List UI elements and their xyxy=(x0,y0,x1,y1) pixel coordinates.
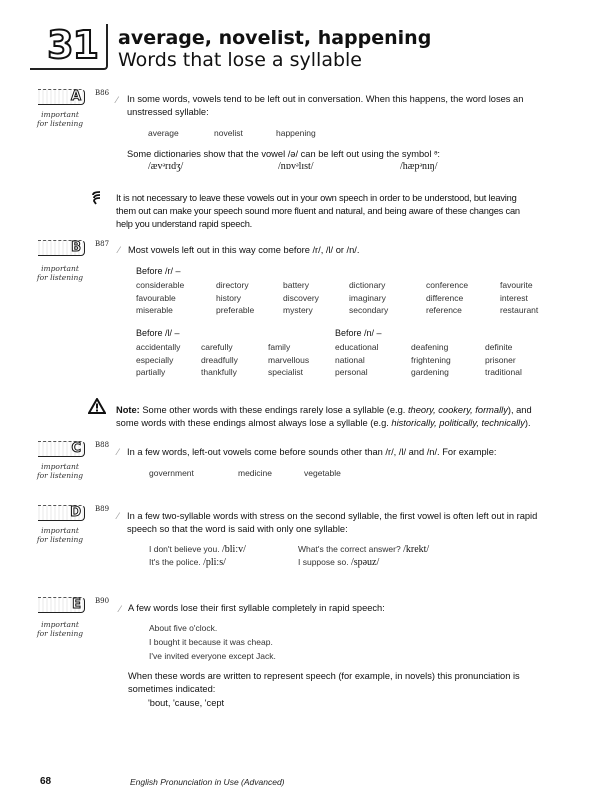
section-d-audio-code: B89 xyxy=(95,505,110,513)
word-cell: conference xyxy=(426,280,469,290)
word-cell: favourite xyxy=(500,280,533,290)
word-cell: considerable xyxy=(136,280,185,290)
section-e-tab xyxy=(38,597,85,613)
table-row xyxy=(136,304,560,317)
section-b-audio-code: B87 xyxy=(95,240,110,248)
word-cell: preferable xyxy=(216,305,255,315)
tip-line: It is not necessary to leave these vowels out in your own speech in order to be understood, but leaving xyxy=(116,193,517,203)
section-b-margin-note xyxy=(22,264,98,282)
section-a-tab xyxy=(38,89,85,105)
section-a-letter: A xyxy=(70,89,81,104)
word-cell: difference xyxy=(426,292,464,303)
example-sentence: I bought it because it was cheap. xyxy=(149,637,273,647)
written-forms: 'bout, 'cause, 'cept xyxy=(148,698,225,708)
section-b-letter: B xyxy=(71,240,81,255)
transcription: /bliːv/ xyxy=(222,544,246,555)
transcription: /pliːs/ xyxy=(203,557,226,568)
unit-title: Words that lose a syllable xyxy=(118,49,362,71)
margin-note-line: for listening xyxy=(36,119,84,128)
section-c-margin-note xyxy=(22,462,98,480)
margin-note-line: for listening xyxy=(36,471,84,480)
intro-line: speech so that the word is said with only one syllable: xyxy=(127,524,348,534)
unit-number-box xyxy=(30,24,108,70)
pointer-icon: ⁄ xyxy=(117,448,119,458)
word-cell: gardening xyxy=(411,367,449,377)
table-row xyxy=(136,366,334,379)
word-cell: accidentally xyxy=(136,342,181,352)
pointer-icon: ⁄ xyxy=(119,605,121,615)
section-b-tab xyxy=(38,240,85,256)
word-cell: especially xyxy=(136,354,174,365)
tip-line: help you understand rapid speech. xyxy=(116,219,253,229)
before-r-table xyxy=(136,279,560,317)
pointer-icon: ⁄ xyxy=(116,96,118,106)
intro-line: In some words, vowels tend to be left out in conversation. When this happens, the word loses an xyxy=(127,94,524,104)
example-sentence: I've invited everyone except Jack. xyxy=(149,651,276,661)
section-a-margin-note xyxy=(22,110,98,128)
note-text xyxy=(116,404,586,430)
written-forms-text xyxy=(128,670,588,696)
section-c-intro: In a few words, left-out vowels come before sounds other than /r/, /l/ and /n/. For example: xyxy=(127,447,497,457)
word-cell: discovery xyxy=(283,292,319,303)
note-line xyxy=(116,404,586,417)
section-e-letter: E xyxy=(72,597,81,612)
word-cell: favourable xyxy=(136,292,176,303)
section-a-intro xyxy=(127,93,567,119)
section-e-audio-code: B90 xyxy=(95,597,110,605)
before-n-table xyxy=(335,341,545,379)
table-row xyxy=(136,292,560,305)
example-sentence xyxy=(298,543,429,556)
section-e-margin-note xyxy=(22,620,98,638)
example-word: government xyxy=(149,468,194,478)
word-cell: traditional xyxy=(485,367,522,377)
note-line xyxy=(116,417,586,430)
transcription: /nɒvᵊlɪst/ xyxy=(278,161,314,172)
example-word: average xyxy=(148,128,179,138)
section-c-letter: C xyxy=(71,441,81,456)
before-n-heading: Before /n/ – xyxy=(335,328,382,338)
note-examples: theory, cookery, formally xyxy=(407,405,508,415)
unit-title-examples: average, novelist, happening xyxy=(118,27,432,49)
example-word: vegetable xyxy=(304,468,341,478)
example-sentence xyxy=(298,556,379,569)
word-cell: directory xyxy=(216,280,249,290)
word-cell: family xyxy=(268,342,291,352)
before-l-table xyxy=(136,341,334,379)
margin-note-line: important xyxy=(41,526,79,535)
word-cell: prisoner xyxy=(485,354,516,365)
word-cell: history xyxy=(216,292,242,303)
transcription: /ævᵊrɪdʒ/ xyxy=(148,161,184,172)
note-text-part: ). xyxy=(524,418,531,428)
symbol-explanation: Some dictionaries show that the vowel /ə/ can be left out using the symbol ᵊ: xyxy=(127,149,441,159)
margin-note-line: for listening xyxy=(36,629,84,638)
word-cell: personal xyxy=(335,367,368,377)
note-text-part: Some other words with these endings rarely lose a syllable (e.g. xyxy=(139,405,408,415)
pointer-icon: ⁄ xyxy=(118,246,120,256)
word-cell: imaginary xyxy=(349,292,386,303)
margin-note-line: for listening xyxy=(36,535,84,544)
sentence-text: It's the police. xyxy=(149,557,201,567)
word-cell: interest xyxy=(500,292,528,303)
unit-number: 31 xyxy=(47,23,98,67)
table-row xyxy=(136,341,334,354)
sentence-text: I suppose so. xyxy=(298,557,349,567)
note-text-part: some words with these endings almost always lose a syllable (e.g. xyxy=(116,418,392,428)
word-cell: dictionary xyxy=(349,280,386,290)
transcription: /spəuz/ xyxy=(350,557,380,568)
section-e-intro: A few words lose their first syllable completely in rapid speech: xyxy=(128,603,385,613)
margin-note-line: important xyxy=(41,462,79,471)
word-cell: secondary xyxy=(349,305,389,315)
section-d-letter: D xyxy=(70,505,81,520)
transcription: /krekt/ xyxy=(403,544,430,555)
word-cell: miserable xyxy=(136,305,173,315)
transcription: /hæpᵊnɪŋ/ xyxy=(400,161,438,172)
example-sentence xyxy=(149,543,246,556)
word-cell: educational xyxy=(335,342,379,352)
word-cell: definite xyxy=(485,342,513,352)
word-cell: specialist xyxy=(268,367,303,377)
book-title: English Pronunciation in Use (Advanced) xyxy=(130,777,285,787)
example-word: happening xyxy=(276,128,316,138)
tip-line: them out can make your speech sound more fluent and natural, and being aware of these changes can xyxy=(116,206,520,216)
example-sentence: About five o'clock. xyxy=(149,623,218,633)
before-l-heading: Before /l/ – xyxy=(136,328,180,338)
word-cell: thankfully xyxy=(201,367,237,377)
margin-note-line: for listening xyxy=(36,273,84,282)
margin-note-line: important xyxy=(41,620,79,629)
word-cell: deafening xyxy=(411,342,449,352)
margin-note-line: important xyxy=(41,264,79,273)
table-row xyxy=(136,354,334,367)
written-line: When these words are written to represent speech (for example, in novels) this pronunciation is xyxy=(128,671,520,681)
table-row xyxy=(335,354,545,367)
example-word: novelist xyxy=(214,128,243,138)
word-cell: dreadfully xyxy=(201,354,238,365)
table-row xyxy=(335,341,545,354)
section-b-intro: Most vowels left out in this way come before /r/, /l/ or /n/. xyxy=(128,245,360,255)
example-sentence xyxy=(149,556,226,569)
note-examples: historically, politically, technically xyxy=(391,418,525,428)
warning-icon xyxy=(88,398,106,414)
sentence-text: What's the correct answer? xyxy=(298,544,401,554)
intro-line: unstressed syllable: xyxy=(127,107,209,117)
word-cell: battery xyxy=(283,280,309,290)
intro-line: In a few two-syllable words with stress on the second syllable, the first vowel is often left out in rapid xyxy=(127,511,538,521)
note-label: Note: xyxy=(116,405,140,415)
before-r-heading: Before /r/ – xyxy=(136,266,181,276)
section-c-tab xyxy=(38,441,85,457)
section-d-intro xyxy=(127,510,587,536)
written-line: sometimes indicated: xyxy=(128,684,216,694)
section-d-margin-note xyxy=(22,526,98,544)
word-cell: partially xyxy=(136,367,166,377)
word-cell: restaurant xyxy=(500,305,539,315)
ear-icon xyxy=(90,190,104,208)
section-c-audio-code: B88 xyxy=(95,441,110,449)
word-cell: national xyxy=(335,354,365,365)
page-number: 68 xyxy=(40,776,52,787)
word-cell: frightening xyxy=(411,354,451,365)
note-text-part: ), and xyxy=(507,405,532,415)
example-word: medicine xyxy=(238,468,273,478)
word-cell: reference xyxy=(426,305,462,315)
tip-text xyxy=(116,192,576,231)
word-cell: marvellous xyxy=(268,354,310,365)
sentence-text: I don't believe you. xyxy=(149,544,220,554)
section-d-tab xyxy=(38,505,85,521)
word-cell: mystery xyxy=(283,305,313,315)
pointer-icon: ⁄ xyxy=(117,512,119,522)
section-a-audio-code: B86 xyxy=(95,89,110,97)
table-row xyxy=(335,366,545,379)
margin-note-line: important xyxy=(41,110,79,119)
table-row xyxy=(136,279,560,292)
word-cell: carefully xyxy=(201,342,233,352)
